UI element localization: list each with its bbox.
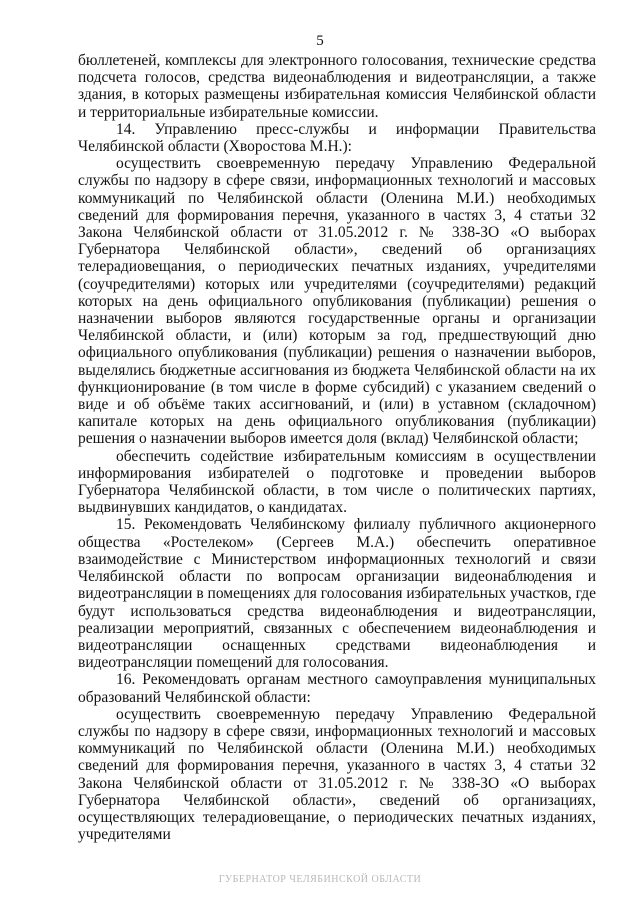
paragraph-continuation: бюллетеней, комплексы для электронного голосования, технические средства подсчета голосов, средства видеонаблюдения и видеотрансляции, а также здания, в которых размещены избирательная комиссия Челябинской области и территориальные избирательные комиссии. <box>78 52 596 121</box>
paragraph-item-14-task-1: осуществить своевременную передачу Управлению Федеральной службы по надзору в сфере связи, информационных технологий и массовых коммуникаций по Челябинской области (Оленина М.И.) необходимых сведений для формирования перечня, указанного в частях 3, 4 статьи 32 Закона Челябинской области от 31.05.2012 г. № 338-ЗО «О выборах Губернатора Челябинской области», сведений об организациях телерадиовещания, о периодических печатных изданиях, учредителями (соучредителями) которых или учредителями (соучредителями) редакций которых на день официального опубликования (публикации) решения о назначении выборов являются государственные органы и организации Челябинской области, и (или) которым за год, предшествующий дню официального опубликования (публикации) решения о назначении выборов, выделялись бюджетные ассигнования из бюджета Челябинской области на их функционирование (в том числе в форме субсидий) с указанием сведений о виде и об объёме таких ассигнований, и (или) в уставном (складочном) капитале которых на день официального опубликования (публикации) решения о назначении выборов имеется доля (вклад) Челябинской области; <box>78 155 596 448</box>
document-body <box>78 52 596 843</box>
paragraph-item-15: 15. Рекомендовать Челябинскому филиалу публичного акционерного общества «Ростелеком» (Сергеев М.А.) обеспечить оперативное взаимодействие с Министерством информационных технологий и связи Челябинской области по вопросам организации видеонаблюдения и видеотрансляции в помещениях для голосования избирательных участков, где будут использоваться средства видеонаблюдения и видеотрансляции, реализации мероприятий, связанных с обеспечением видеонаблюдения и видеотрансляции оснащенных средствами видеонаблюдения и видеотрансляции помещений для голосования. <box>78 516 596 672</box>
paragraph-item-16: 16. Рекомендовать органам местного самоуправления муниципальных образований Челябинской области: <box>78 671 596 706</box>
page-number: 5 <box>316 33 324 49</box>
paragraph-item-16-task-1: осуществить своевременную передачу Управлению Федеральной службы по надзору в сфере связи, информационных технологий и массовых коммуникаций по Челябинской области (Оленина М.И.) необходимых сведений для формирования перечня, указанного в частях 3, 4 статьи 32 Закона Челябинской области от 31.05.2012 г. № 338-ЗО «О выборах Губернатора Челябинской области», сведений об организациях, осуществляющих телерадиовещание, о периодических печатных изданиях, учредителями <box>78 705 596 844</box>
footer-stamp: ГУБЕРНАТОР ЧЕЛЯБИНСКОЙ ОБЛАСТИ <box>218 874 422 885</box>
paragraph-item-14-task-2: обеспечить содействие избирательным комиссиям в осуществлении информирования избирателей о подготовке и проведении выборов Губернатора Челябинской области, в том числе о политических партиях, выдвинувших кандидатов, о кандидатах. <box>78 447 596 517</box>
paragraph-item-14: 14. Управлению пресс-службы и информации Правительства Челябинской области (Хворостова М.Н.): <box>78 120 596 156</box>
